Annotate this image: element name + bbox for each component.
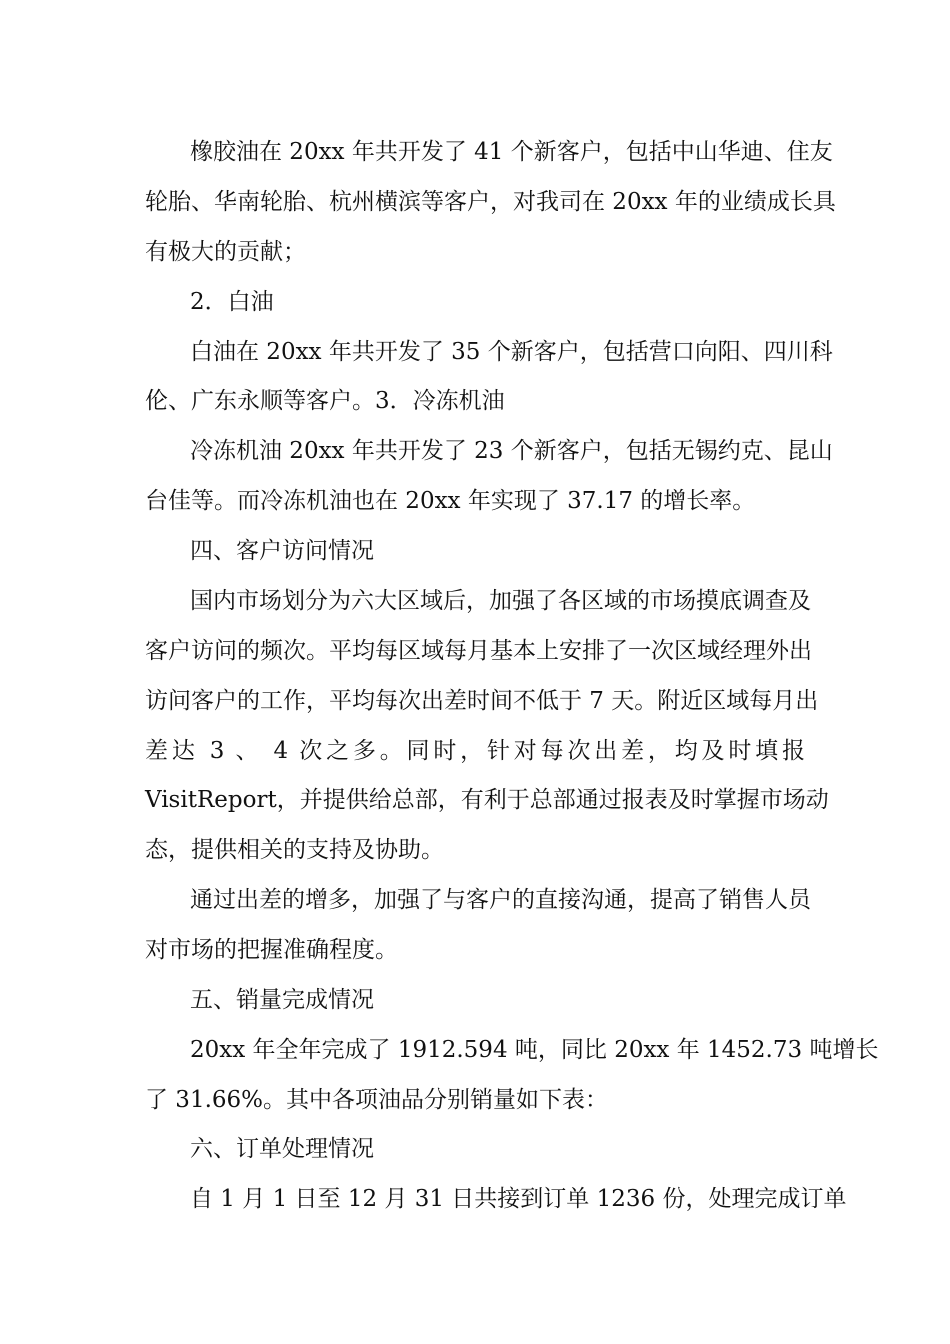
text-line: 对市场的把握准确程度。 xyxy=(145,937,398,963)
text-line: 国内市场划分为六大区域后，加强了各区域的市场摸底调查及 xyxy=(190,588,811,614)
text-line: 白油在 20xx 年共开发了 35 个新客户，包括营口向阳、四川科 xyxy=(190,339,833,365)
text-line: 访问客户的工作，平均每次出差时间不低于 7 天。附近区域每月出 xyxy=(145,688,819,714)
text-line: 客户访问的频次。平均每区域每月基本上安排了一次区域经理外出 xyxy=(145,638,812,664)
text-line: 轮胎、华南轮胎、杭州横滨等客户，对我司在 20xx 年的业绩成长具 xyxy=(145,189,836,215)
text-line: 有极大的贡献； xyxy=(145,239,306,265)
section-heading: 2．白油 xyxy=(190,289,274,315)
text-line: 台佳等。而冷冻机油也在 20xx 年实现了 37.17 的增长率。 xyxy=(145,488,756,514)
section-heading: 五、销量完成情况 xyxy=(190,987,374,1013)
text-line: 了 31.66%。其中各项油品分别销量如下表： xyxy=(145,1087,609,1113)
text-line: 伦、广东永顺等客户。3．冷冻机油 xyxy=(145,388,505,414)
text-line: 差达 3 、 4 次之多。同时，针对每次出差，均及时填报 xyxy=(145,738,805,764)
text-line: 20xx 年全年完成了 1912.594 吨，同比 20xx 年 1452.73 吨增长 xyxy=(190,1037,879,1063)
text-line: VisitReport，并提供给总部，有利于总部通过报表及时掌握市场动 xyxy=(145,787,829,813)
section-heading: 六、订单处理情况 xyxy=(190,1136,374,1162)
section-heading: 四、客户访问情况 xyxy=(190,538,374,564)
text-line: 态，提供相关的支持及协助。 xyxy=(145,837,444,863)
text-line: 自 1 月 1 日至 12 月 31 日共接到订单 1236 份，处理完成订单 xyxy=(190,1186,847,1212)
text-line: 橡胶油在 20xx 年共开发了 41 个新客户，包括中山华迪、住友 xyxy=(190,139,833,165)
text-line: 通过出差的增多，加强了与客户的直接沟通，提高了销售人员 xyxy=(190,887,811,913)
text-line: 冷冻机油 20xx 年共开发了 23 个新客户，包括无锡约克、昆山 xyxy=(190,438,833,464)
